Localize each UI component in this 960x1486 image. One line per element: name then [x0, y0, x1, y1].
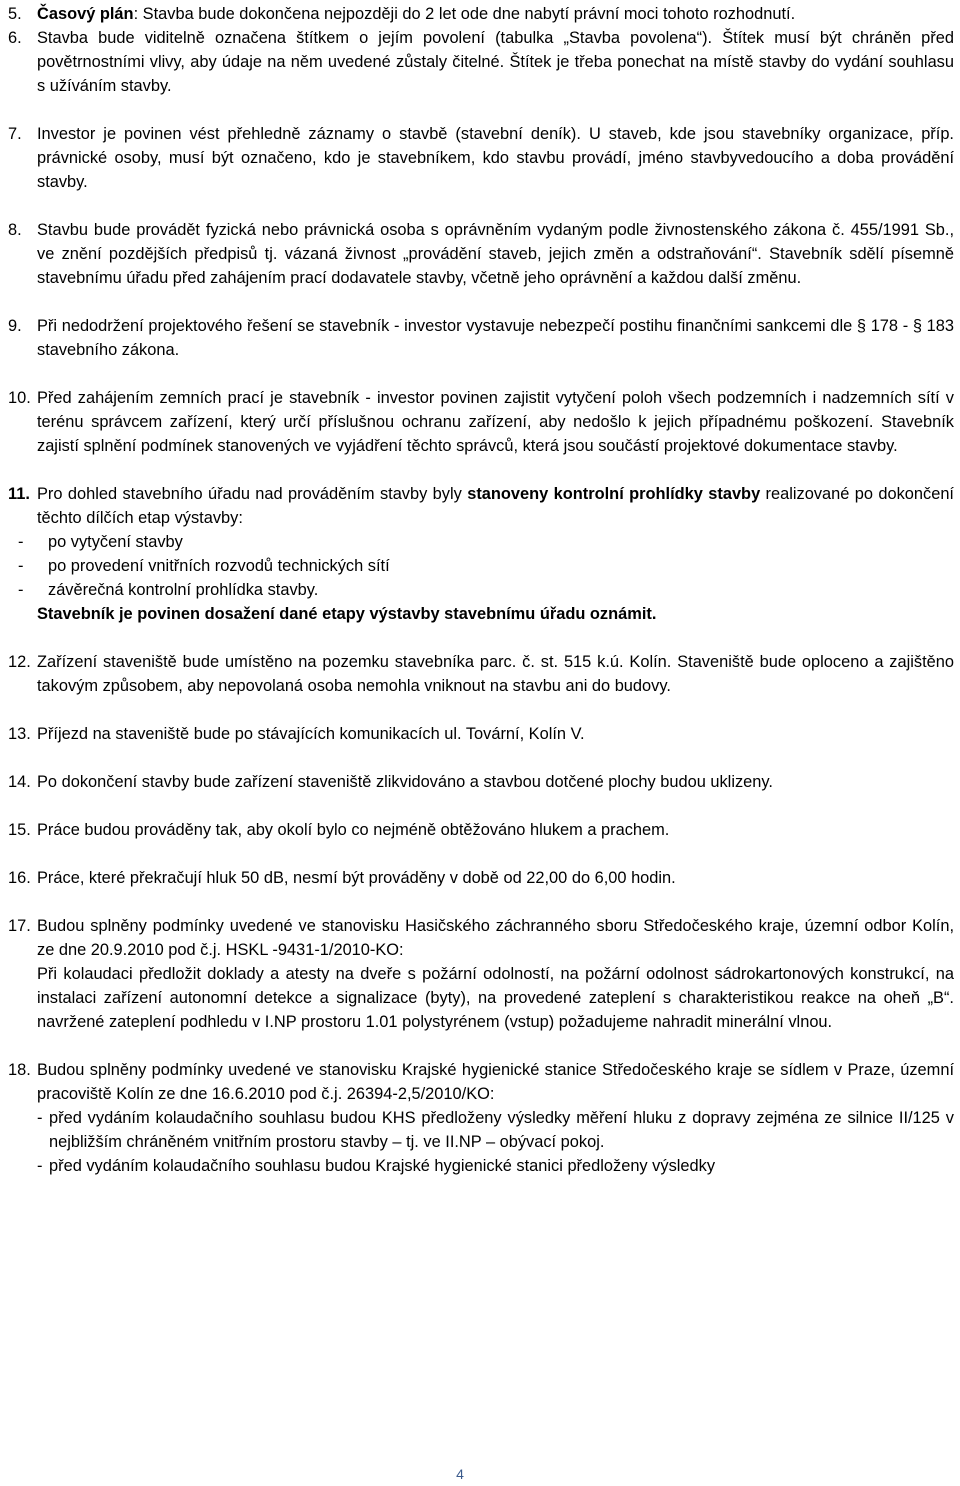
item-number: 5.: [8, 5, 22, 23]
item-number: 13.: [8, 725, 31, 743]
item-text: Při nedodržení projektového řešení se stavebník - investor vystavuje nebezpečí postihu finančními sankcemi dle § 178 - § 183 stavebního zákona.: [37, 317, 954, 359]
inspection-stage: - po vytyčení stavby: [18, 533, 183, 551]
condition-item-5: [8, 2, 954, 26]
item-text: Stavba bude viditelně označena štítkem o jejím povolení (tabulka „Stavba povolena“). Štítek musí být chráněn před povětrnostními vlivy, aby údaje na něm uvedené zůstaly čitelné. Štítek je třeba ponechat na místě stavby do vydání souhlasu s užíváním stavby.: [37, 29, 954, 95]
item-number: 16.: [8, 869, 31, 887]
item-text: Budou splněny podmínky uvedené ve stanovisku Hasičského záchranného sboru Středočeského kraje, územní odbor Kolín, ze dne 20.9.2010 pod č.j. HSKL -9431-1/2010-KO:: [37, 917, 954, 959]
schedule-label: Časový plán: [37, 5, 134, 23]
item-text: Stavbu bude provádět fyzická nebo právnická osoba s oprávněním vydaným podle živnostenského zákona č. 455/1991 Sb., ve znění pozdějších předpisů tj. vázaná živnost „provádění staveb, jejich změn a odstraňování“. Stavebník sdělí písemně stavebnímu úřadu před zahájením prací dodavatele stavby, včetně jeho oprávnění a každou další změnu.: [37, 221, 954, 287]
item-text: Budou splněny podmínky uvedené ve stanovisku Krajské hygienické stanice Středočeského kraje se sídlem v Praze, územní pracoviště Kolín ze dne 16.6.2010 pod č.j. 26394-2,5/2010/KO:: [37, 1061, 954, 1103]
item-text-cont: realizované po dokončení těchto dílčích etap výstavby:: [37, 485, 954, 527]
item-number: 10.: [8, 389, 31, 407]
condition-item-13: [8, 722, 954, 746]
condition-item-15: [8, 818, 954, 842]
item-text: Před zahájením zemních prací je stavebník - investor povinen zajistit vytyčení poloh všech podzemních i nadzemních sítí v terénu správcem zařízení, který určí příslušnou ochranu zařízení, aby nedošlo k jejich případnému poškození. Stavebník zajistí splnění podmínek stanovených ve vyjádření těchto správců, která jsou součástí projektové dokumentace stavby.: [37, 389, 954, 455]
condition-item-16: [8, 866, 954, 890]
inspection-notice: Stavebník je povinen dosažení dané etapy výstavby stavebnímu úřadu oznámit.: [37, 605, 657, 623]
item-text: : Stavba bude dokončena nejpozději do 2 let ode dne nabytí právní moci tohoto rozhodnutí.: [133, 5, 796, 23]
hygiene-requirement: - před vydáním kolaudačního souhlasu budou KHS předloženy výsledky měření hluku z dopravy zejména ze silnice II/125 v nejbližším chráněném vnitřním prostoru stavby – tj. ve II.NP – obývací pokoj.: [37, 1109, 954, 1151]
inspections-emphasis: stanoveny kontrolní prohlídky stavby: [467, 485, 761, 503]
fire-safety-requirements: Při kolaudaci předložit doklady a atesty na dveře s požární odolností, na požární odolnost sádrokartonových konstrukcí, na instalaci zařízení autonomní detekce a signalizace (byty), na provedené zateplení s charakteristikou reakce na oheň „B“. navržené zateplení podhledu v I.NP prostoru 1.01 polystyrénem (vstup) požadujeme nahradit minerální vlnou.: [37, 965, 954, 1031]
condition-item-11: [8, 482, 954, 530]
item-text: Zařízení staveniště bude umístěno na pozemku stavebníka parc. č. st. 515 k.ú. Kolín. Staveniště bude oploceno a zajištěno takovým způsobem, aby nepovolaná osoba nemohla vniknout na stavbu ani do budovy.: [37, 653, 954, 695]
item-text: Práce budou prováděny tak, aby okolí bylo co nejméně obtěžováno hlukem a prachem.: [37, 821, 670, 839]
item-text: Investor je povinen vést přehledně záznamy o stavbě (stavební deník). U staveb, kde jsou stavebníky organizace, příp. právnické osoby, musí být označeno, kdo je stavebníkem, kdo stavbu provádí, jméno stavbyvedoucího a doba provádění stavby.: [37, 125, 954, 191]
item-number: 17.: [8, 917, 31, 935]
page-number: 4: [456, 1466, 464, 1482]
item-number: 6.: [8, 29, 22, 47]
condition-item-18: [8, 1058, 954, 1178]
item-number: 9.: [8, 317, 22, 335]
item-text: Pro dohled stavebního úřadu nad prováděním stavby byly: [37, 485, 468, 503]
hygiene-requirement: - před vydáním kolaudačního souhlasu budou Krajské hygienické stanici předloženy výsledky: [37, 1157, 716, 1175]
condition-item-7: [8, 122, 954, 194]
item-number: 14.: [8, 773, 31, 791]
item-text: Po dokončení stavby bude zařízení staveniště zlikvidováno a stavbou dotčené plochy budou uklizeny.: [37, 773, 773, 791]
item-number: 8.: [8, 221, 22, 239]
inspection-stage: - po provedení vnitřních rozvodů technických sítí: [18, 557, 390, 575]
condition-item-8: [8, 218, 954, 290]
item-number: 12.: [8, 653, 31, 671]
condition-item-12: [8, 650, 954, 698]
condition-item-17: [8, 914, 954, 962]
condition-item-9: [8, 314, 954, 362]
item-text: Příjezd na staveniště bude po stávajících komunikacích ul. Tovární, Kolín V.: [37, 725, 585, 743]
item-number: 15.: [8, 821, 31, 839]
item-number: 7.: [8, 125, 22, 143]
item-text: Práce, které překračují hluk 50 dB, nesmí být prováděny v době od 22,00 do 6,00 hodin.: [37, 869, 676, 887]
condition-item-14: [8, 770, 954, 794]
item-number: 18.: [8, 1061, 31, 1079]
condition-item-10: [8, 386, 954, 458]
inspection-stage: - závěrečná kontrolní prohlídka stavby.: [18, 581, 319, 599]
item-number: 11.: [8, 485, 30, 503]
condition-item-6: [8, 26, 954, 98]
